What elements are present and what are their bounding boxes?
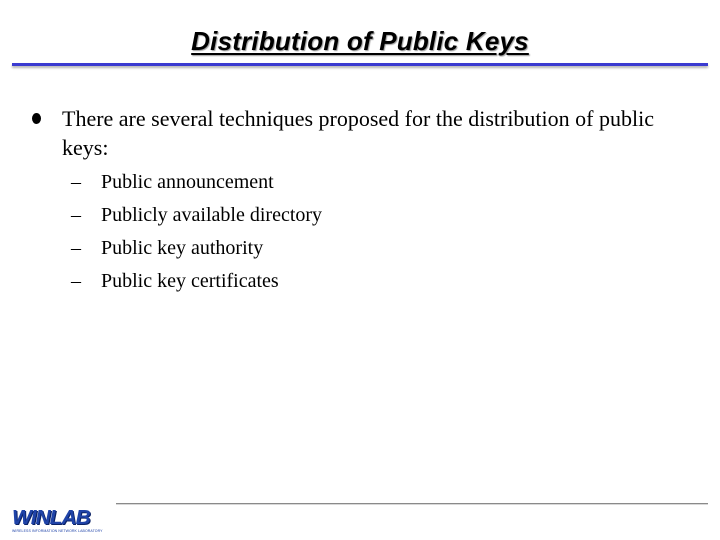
sub-list-item [71,199,690,232]
dash-marker-icon: – [71,237,81,259]
dash-marker-icon: – [71,204,81,226]
sub-list-item [71,232,690,265]
winlab-logo [12,507,118,537]
title-divider [12,63,708,66]
slide-title: Distribution of Public Keys [191,26,529,56]
bullet-block [30,104,690,298]
sub-item-label: Public key authority [101,237,264,259]
bullet-dot-icon [32,113,41,124]
sub-list [71,166,690,298]
dash-marker-icon: – [71,270,81,292]
bullet-item [30,104,690,162]
footer-divider [116,503,708,505]
bullet-text: There are several techniques proposed for the distribution of public keys: [62,106,654,160]
sub-item-label: Publicly available directory [101,204,323,226]
dash-marker-icon: – [71,171,81,193]
logo-caption: WIRELESS INFORMATION NETWORK LABORATORY [12,529,103,533]
sub-list-item [71,166,690,199]
logo-wordmark: WINLAB [12,507,90,529]
sub-item-label: Public announcement [101,171,274,193]
sub-item-label: Public key certificates [101,270,279,292]
sub-list-item [71,265,690,298]
